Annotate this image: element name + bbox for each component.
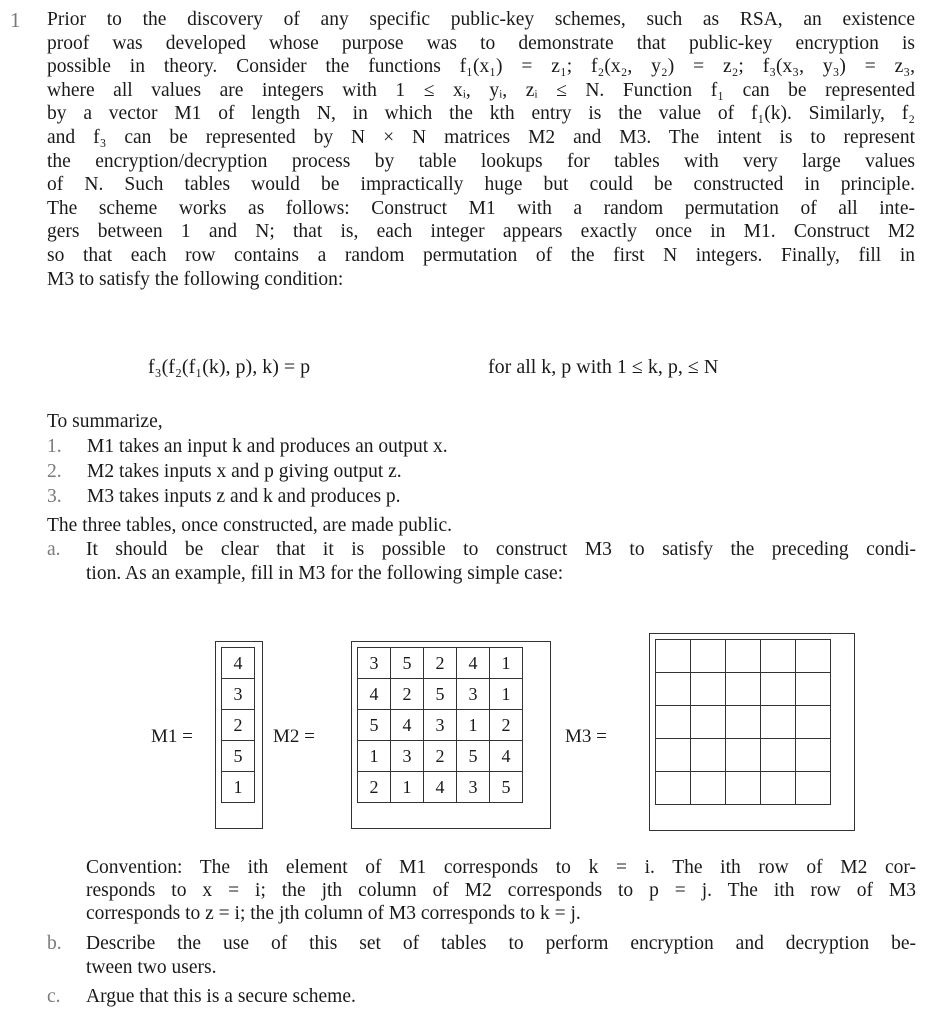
paragraph-line: so that each row contains a random permutation of the first N integers. Finally, fill in [47,244,915,266]
paragraph-line: by a vector M1 of length N, in which the kth entry is the value of f₁(k). Similarly, f₂ [47,103,915,125]
summary-item-marker: 2. [47,461,62,482]
part-c-marker: c. [47,986,61,1007]
m2-cell: 2 [358,772,391,803]
m1-cell: 4 [222,648,255,679]
m2-cell: 5 [358,710,391,741]
m2-cell: 4 [457,648,490,679]
paragraph-line: proof was developed whose purpose was to demonstrate that public-key encryption is [47,32,915,54]
m2-cell: 2 [424,741,457,772]
part-b [47,933,62,955]
m2-cell: 3 [457,772,490,803]
paragraph-line: Prior to the discovery of any specific public-key schemes, such as RSA, an existence [47,9,915,30]
convention-line: corresponds to z = i; the jth column of M3 corresponds to k = j. [86,903,581,925]
m1-label: M1 = [151,726,193,747]
paragraph-line: of N. Such tables would be impractically huge but could be constructed in principle. [47,174,915,196]
m3-matrix-empty [655,639,831,805]
convention-line: responds to x = i; the jth column of M2 corresponds to p = j. The ith row of M3 [86,880,916,902]
paragraph-line: and f₃ can be represented by N × N matrices M2 and M3. The intent is to represent [47,126,915,148]
m2-cell: 2 [391,679,424,710]
problem-paragraph [47,8,915,291]
m2-cell: 3 [358,648,391,679]
m1-cell: 2 [222,710,255,741]
m2-cell: 2 [424,648,457,679]
paragraph-line: possible in theory. Consider the functions f₁(x₁) = z₁; f₂(x₂, y₂) = z₂; f₃(x₃, y₃) = z₃, [47,56,915,78]
summary-item [47,486,401,508]
m1-vector [221,647,255,803]
convention-line: Convention: The ith element of M1 corresponds to k = i. The ith row of M2 cor- [86,857,916,878]
m1-cell: 3 [222,679,255,710]
m2-cell: 1 [358,741,391,772]
m2-cell: 4 [358,679,391,710]
m2-matrix [357,647,523,803]
summary-item-marker: 3. [47,486,62,507]
part-a [47,539,61,561]
m2-cell: 4 [424,772,457,803]
part-a-marker: a. [47,539,61,560]
summary-item-text: M1 takes an input k and produces an output x. [87,436,448,457]
summary-item-text: M2 takes inputs x and p giving output z. [87,461,402,482]
paragraph-line: M3 to satisfy the following condition: [47,268,344,290]
m2-cell: 2 [490,710,523,741]
public-statement: The three tables, once constructed, are made public. [47,515,452,536]
m2-label: M2 = [273,726,315,747]
paragraph-line: the encryption/decryption process by table lookups for tables with very large values [47,150,915,172]
summary-item [47,461,402,483]
question-number: 1 [10,8,21,32]
part-a-line: It should be clear that it is possible to construct M3 to satisfy the preceding condi- [86,539,916,560]
m2-cell: 5 [457,741,490,772]
m2-cell: 3 [391,741,424,772]
m2-cell: 1 [391,772,424,803]
m2-cell: 1 [490,679,523,710]
m1-cell: 5 [222,741,255,772]
m2-cell: 5 [490,772,523,803]
summary-heading: To summarize, [47,411,163,432]
m2-cell: 3 [424,710,457,741]
m2-cell: 5 [391,648,424,679]
m2-cell: 4 [391,710,424,741]
paragraph-line: The scheme works as follows: Construct M1 with a random permutation of all inte- [47,197,915,219]
summary-item-text: M3 takes inputs z and k and produces p. [87,486,401,507]
paragraph-line: gers between 1 and N; that is, each integer appears exactly once in M1. Construct M2 [47,221,915,243]
m2-cell: 1 [457,710,490,741]
summary-item-marker: 1. [47,436,62,457]
convention-note [86,856,916,926]
condition-equation: f₃(f₂(f₁(k), p), k) = p [148,356,311,378]
part-c-line: Argue that this is a secure scheme. [86,986,356,1007]
condition-qualifier: for all k, p with 1 ≤ k, p, ≤ N [488,356,719,378]
paragraph-line: where all values are integers with 1 ≤ xᵢ, yᵢ, zᵢ ≤ N. Function f₁ can be represented [47,79,915,101]
part-b-line: Describe the use of this set of tables to perform encryption and decryption be- [86,933,916,954]
part-b-line: tween two users. [86,957,217,978]
m2-cell: 4 [490,741,523,772]
m2-cell: 5 [424,679,457,710]
summary-item [47,436,448,458]
part-b-marker: b. [47,933,62,954]
part-a-line: tion. As an example, fill in M3 for the following simple case: [86,563,564,584]
m2-cell: 1 [490,648,523,679]
m3-label: M3 = [565,726,607,747]
m2-cell: 3 [457,679,490,710]
m1-cell: 1 [222,772,255,803]
part-c [47,986,61,1008]
